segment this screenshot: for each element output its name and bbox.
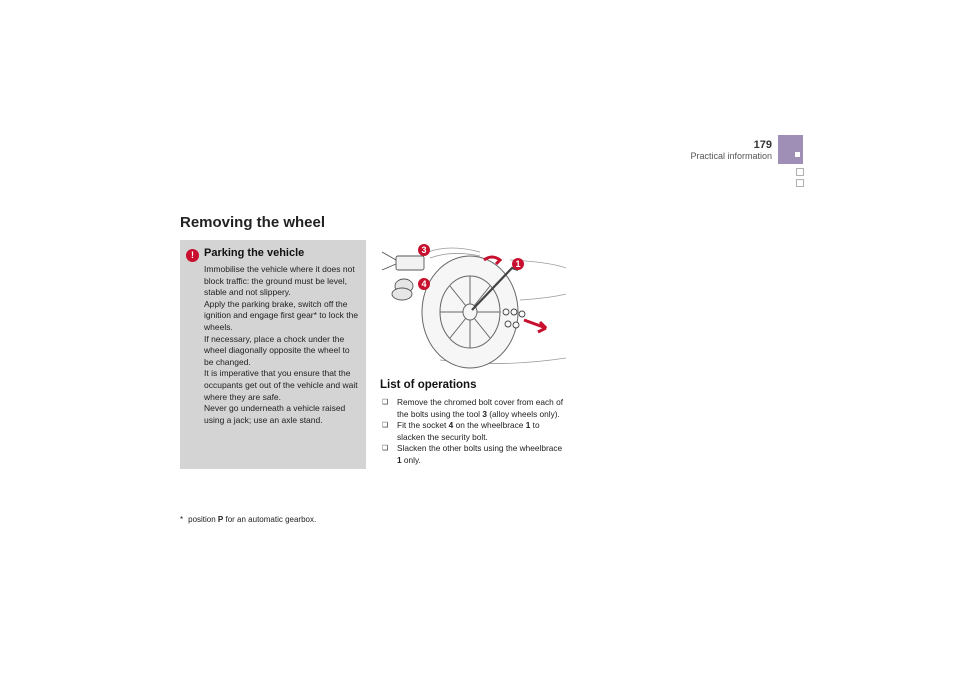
nav-box-2 <box>796 179 804 187</box>
label-3-text: 3 <box>421 245 427 255</box>
tool-3-drawing <box>382 252 424 270</box>
item-text: Fit the socket <box>397 420 449 431</box>
item-text-end: (alloy wheels only). <box>486 408 560 419</box>
warning-line: Never go underneath a vehicle raised using a jack; use an axle stand. <box>204 403 346 425</box>
chapter-tab <box>778 135 803 164</box>
page-number: 179 <box>753 139 772 151</box>
pull-arrow-icon <box>524 320 546 332</box>
item-ref: 1 <box>397 454 402 465</box>
checkbox-bullet-icon: ❑ <box>382 445 389 453</box>
tab-marker <box>795 152 800 157</box>
label-4-text: 4 <box>421 279 427 289</box>
footnote-text-end: for an automatic gearbox. <box>223 515 317 524</box>
item-ref: 4 <box>448 420 454 431</box>
wheel-illustration <box>380 240 566 370</box>
warning-glyph: ! <box>191 250 194 260</box>
warning-body <box>204 264 360 426</box>
footnote-bold: P <box>217 515 224 524</box>
footnote-text: position <box>188 515 218 524</box>
label-1-text: 1 <box>515 259 521 269</box>
operations-list <box>380 397 566 467</box>
label-1-badge <box>512 258 524 270</box>
footnote-marker: * <box>180 515 184 524</box>
list-item <box>380 420 566 443</box>
operations-heading: List of operations <box>380 379 477 391</box>
page-title: Removing the wheel <box>180 214 326 231</box>
item-ref: 3 <box>482 408 487 419</box>
item-text-end: to slacken the security bolt. <box>397 420 540 442</box>
checkbox-bullet-icon: ❑ <box>382 422 389 430</box>
warning-icon <box>186 249 199 262</box>
item-text: Remove the chromed bolt cover from each of the bolts using the tool <box>397 397 564 419</box>
list-item <box>380 443 566 466</box>
warning-line: Immobilise the vehicle where it does not block traffic: the ground must be level, stable and not slippery. <box>204 264 355 298</box>
item-text-mid: on the wheelbrace <box>453 420 526 431</box>
item-text: Slacken the other bolts using the wheelbrace <box>397 443 563 454</box>
warning-line: Apply the parking brake, switch off the ignition and engage first gear* to lock the wheels. <box>204 298 359 332</box>
nav-box-1 <box>796 168 804 176</box>
item-ref-2: 1 <box>525 420 531 431</box>
section-title: Practical information <box>690 151 772 161</box>
label-3-badge <box>418 244 430 256</box>
label-4-badge <box>418 278 430 290</box>
warning-line: If necessary, place a chock under the wheel diagonally opposite the wheel to be changed. <box>204 333 350 367</box>
warning-line: It is imperative that you ensure that the occupants get out of the vehicle and wait where they are safe. <box>204 368 358 402</box>
item-text-end: only. <box>401 454 421 465</box>
warning-heading: Parking the vehicle <box>204 247 305 259</box>
checkbox-bullet-icon: ❑ <box>382 399 389 406</box>
list-item <box>380 397 566 420</box>
socket-4-drawing <box>392 279 413 300</box>
footnote <box>180 515 316 524</box>
warning-box <box>180 240 366 469</box>
